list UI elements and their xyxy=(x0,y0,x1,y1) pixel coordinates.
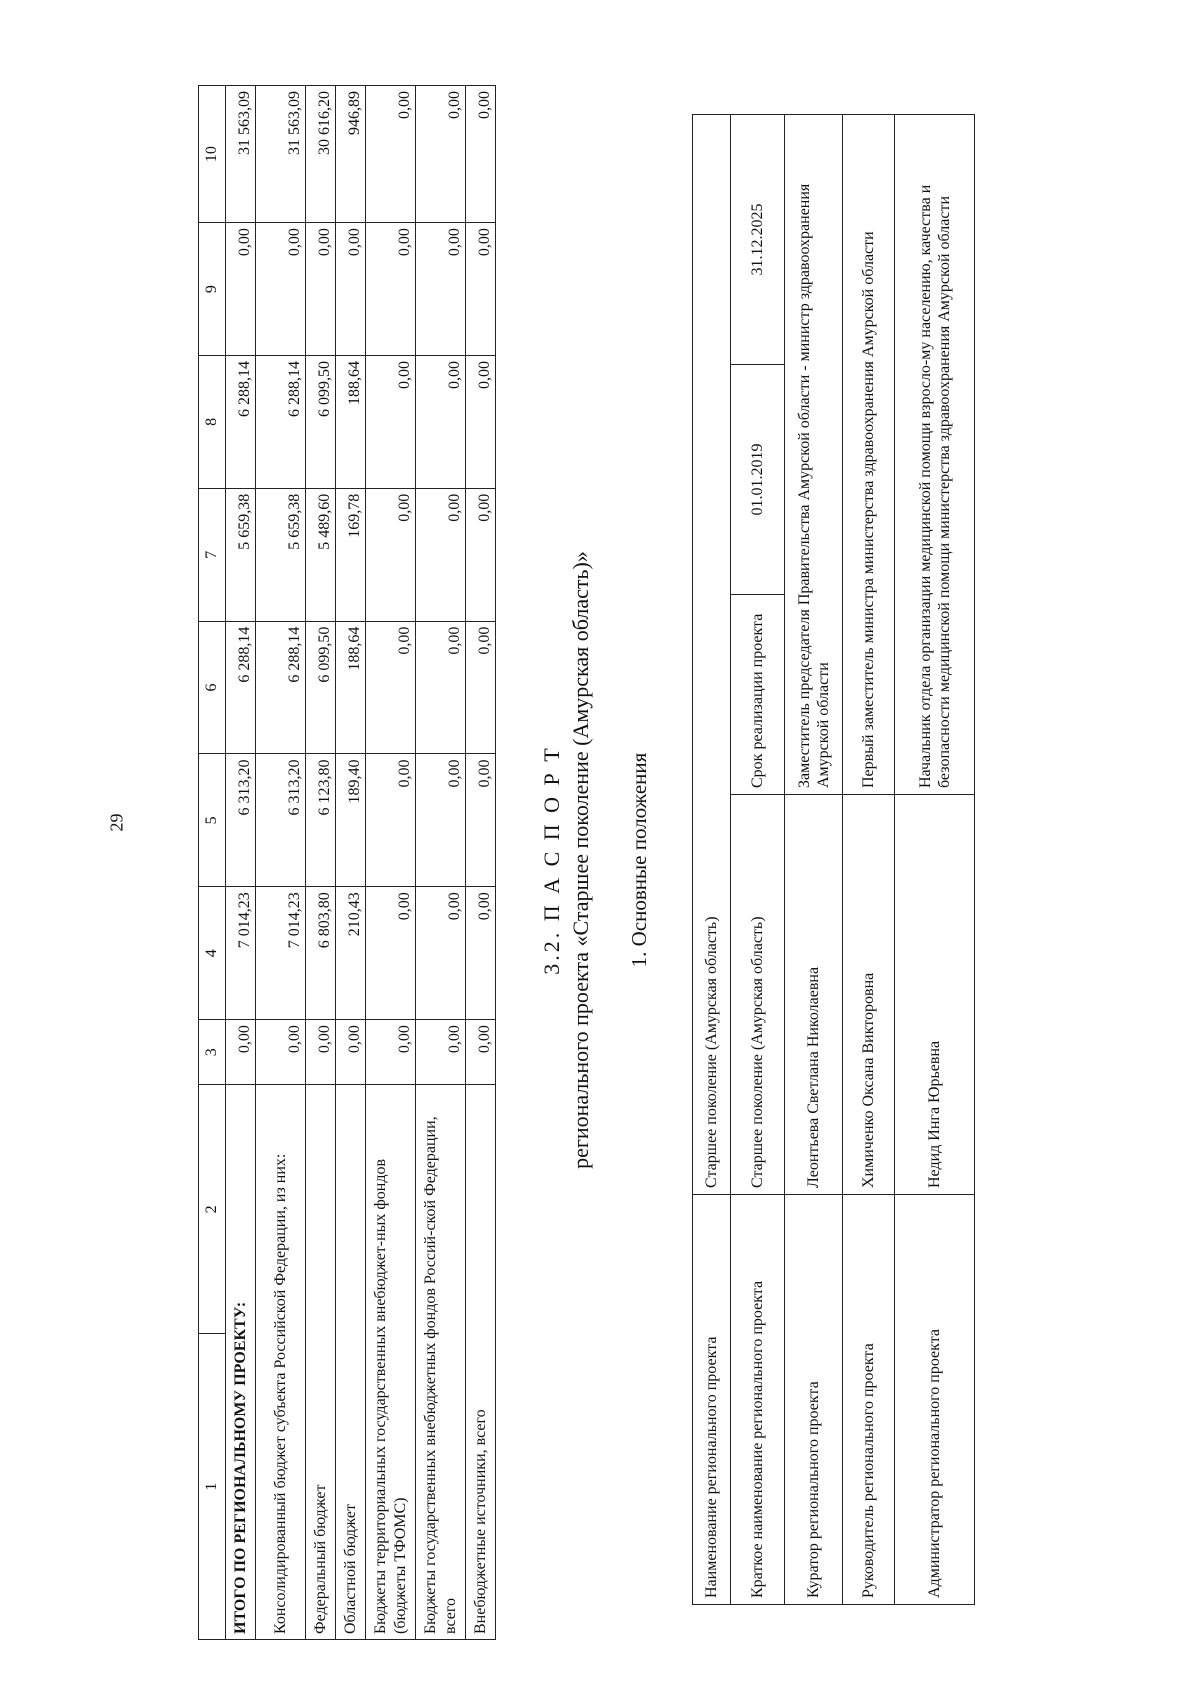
cell: 0,00 xyxy=(416,86,466,223)
cell: 01.01.2019 xyxy=(731,365,785,595)
landscape-content xyxy=(198,80,1128,1640)
cell: 0,00 xyxy=(466,887,496,1020)
passport-subtitle: регионального проекта «Старшее поколение (Амурская область)» xyxy=(567,551,593,1169)
table-row xyxy=(466,86,496,1640)
table-row xyxy=(693,114,731,1604)
cell: 7 014,23 xyxy=(226,887,256,1020)
cell: 5 489,60 xyxy=(306,488,336,621)
cell: 31 563,09 xyxy=(226,86,256,223)
table-row xyxy=(785,114,843,1604)
column-header: 6 xyxy=(199,621,226,754)
table-row xyxy=(731,114,785,1604)
table-row xyxy=(226,86,256,1640)
cell: 6 288,14 xyxy=(256,355,306,488)
cell: 0,00 xyxy=(226,223,256,356)
table-header-row xyxy=(199,86,226,1640)
cell: 0,00 xyxy=(416,621,466,754)
cell: Недид Инга Юрьевна xyxy=(895,795,975,1195)
cell: 188,64 xyxy=(336,355,366,488)
cell: 189,40 xyxy=(336,754,366,887)
table-row xyxy=(306,86,336,1640)
cell: 0,00 xyxy=(466,355,496,488)
cell: 0,00 xyxy=(336,223,366,356)
cell: Срок реализации проекта xyxy=(731,595,785,795)
cell: 0,00 xyxy=(366,887,416,1020)
cell: 6 288,14 xyxy=(226,355,256,488)
row-label: Консолидированный бюджет субъекта Российской Федерации, из них: xyxy=(256,1085,306,1640)
cell: 0,00 xyxy=(416,355,466,488)
table-row xyxy=(366,86,416,1640)
cell: 0,00 xyxy=(466,223,496,356)
column-header: 7 xyxy=(199,488,226,621)
passport-heading xyxy=(538,80,595,1640)
cell: 0,00 xyxy=(336,1020,366,1085)
cell: 0,00 xyxy=(366,488,416,621)
row-label: Краткое наименование регионального проекта xyxy=(731,1195,785,1605)
cell: 30 616,20 xyxy=(306,86,336,223)
cell: 0,00 xyxy=(466,754,496,887)
row-label: Бюджеты государственных внебюджетных фондов Россий-ской Федерации, всего xyxy=(416,1085,466,1640)
column-header: 2 xyxy=(199,1085,226,1334)
cell: 0,00 xyxy=(256,223,306,356)
table-row xyxy=(843,114,895,1604)
cell: 0,00 xyxy=(256,1020,306,1085)
cell: 6 123,80 xyxy=(306,754,336,887)
cell: Леонтьева Светлана Николаевна xyxy=(785,795,843,1195)
row-label: ИТОГО ПО РЕГИОНАЛЬНОМУ ПРОЕКТУ: xyxy=(226,1085,256,1640)
cell: 0,00 xyxy=(366,223,416,356)
cell: 0,00 xyxy=(466,1020,496,1085)
cell: 0,00 xyxy=(466,488,496,621)
cell: 6 288,14 xyxy=(226,621,256,754)
cell: 5 659,38 xyxy=(256,488,306,621)
table-row xyxy=(895,114,975,1604)
row-label: Руководитель регионального проекта xyxy=(843,1195,895,1605)
cell: 6 313,20 xyxy=(226,754,256,887)
cell: 6 099,50 xyxy=(306,355,336,488)
column-header: 10 xyxy=(199,86,226,223)
cell: 0,00 xyxy=(306,223,336,356)
cell: 6 099,50 xyxy=(306,621,336,754)
table-row xyxy=(336,86,366,1640)
cell: 5 659,38 xyxy=(226,488,256,621)
cell: 6 288,14 xyxy=(256,621,306,754)
cell: 0,00 xyxy=(416,223,466,356)
row-label: Федеральный бюджет xyxy=(306,1085,336,1640)
cell: 6 313,20 xyxy=(256,754,306,887)
row-label: Куратор регионального проекта xyxy=(785,1195,843,1605)
passport-title: 3.2. П А С П О Р Т xyxy=(539,745,564,975)
cell: 31 563,09 xyxy=(256,86,306,223)
cell: 0,00 xyxy=(366,86,416,223)
passport-table xyxy=(692,114,975,1605)
cell: 0,00 xyxy=(416,754,466,887)
cell: 31.12.2025 xyxy=(731,114,785,364)
budget-table xyxy=(198,85,496,1640)
cell: 0,00 xyxy=(416,887,466,1020)
cell: 0,00 xyxy=(466,621,496,754)
table-row xyxy=(416,86,466,1640)
cell: 210,43 xyxy=(336,887,366,1020)
cell: Заместитель председателя Правительства Амурской области - министр здравоохранения Амурской области xyxy=(785,114,843,794)
column-header: 1 xyxy=(199,1334,226,1640)
cell: 0,00 xyxy=(466,86,496,223)
row-label: Областной бюджет xyxy=(336,1085,366,1640)
cell: 6 803,80 xyxy=(306,887,336,1020)
row-label: Бюджеты территориальных государственных внебюджет-ных фондов (бюджеты ТФОМС) xyxy=(366,1085,416,1640)
cell: 188,64 xyxy=(336,621,366,754)
section-title: 1. Основные положения xyxy=(627,752,652,968)
column-header: 4 xyxy=(199,887,226,1020)
cell: 946,89 xyxy=(336,86,366,223)
cell: Старшее поколение (Амурская область) xyxy=(693,114,731,1194)
cell: 0,00 xyxy=(366,754,416,887)
cell: Старшее поколение (Амурская область) xyxy=(731,795,785,1195)
table-row xyxy=(256,86,306,1640)
cell: 169,78 xyxy=(336,488,366,621)
cell: 0,00 xyxy=(416,1020,466,1085)
column-header: 3 xyxy=(199,1020,226,1085)
cell: 0,00 xyxy=(366,355,416,488)
cell: 0,00 xyxy=(306,1020,336,1085)
cell: 0,00 xyxy=(366,621,416,754)
row-label: Администратор регионального проекта xyxy=(895,1195,975,1605)
column-header: 8 xyxy=(199,355,226,488)
cell: Химиченко Оксана Викторовна xyxy=(843,795,895,1195)
column-header: 9 xyxy=(199,223,226,356)
row-label: Наименование регионального проекта xyxy=(693,1195,731,1605)
row-label: Внебюджетные источники, всего xyxy=(466,1085,496,1640)
cell: Начальник отдела организации медицинской помощи взросло-му населению, качества и безопасности медицинской помощи министерства здравоохранения Амурской области xyxy=(895,114,975,794)
page-number: 29 xyxy=(106,813,127,832)
cell: 7 014,23 xyxy=(256,887,306,1020)
column-header: 5 xyxy=(199,754,226,887)
cell: 0,00 xyxy=(366,1020,416,1085)
cell: Первый заместитель министра министерства здравоохранения Амурской области xyxy=(843,114,895,794)
cell: 0,00 xyxy=(226,1020,256,1085)
cell: 0,00 xyxy=(416,488,466,621)
